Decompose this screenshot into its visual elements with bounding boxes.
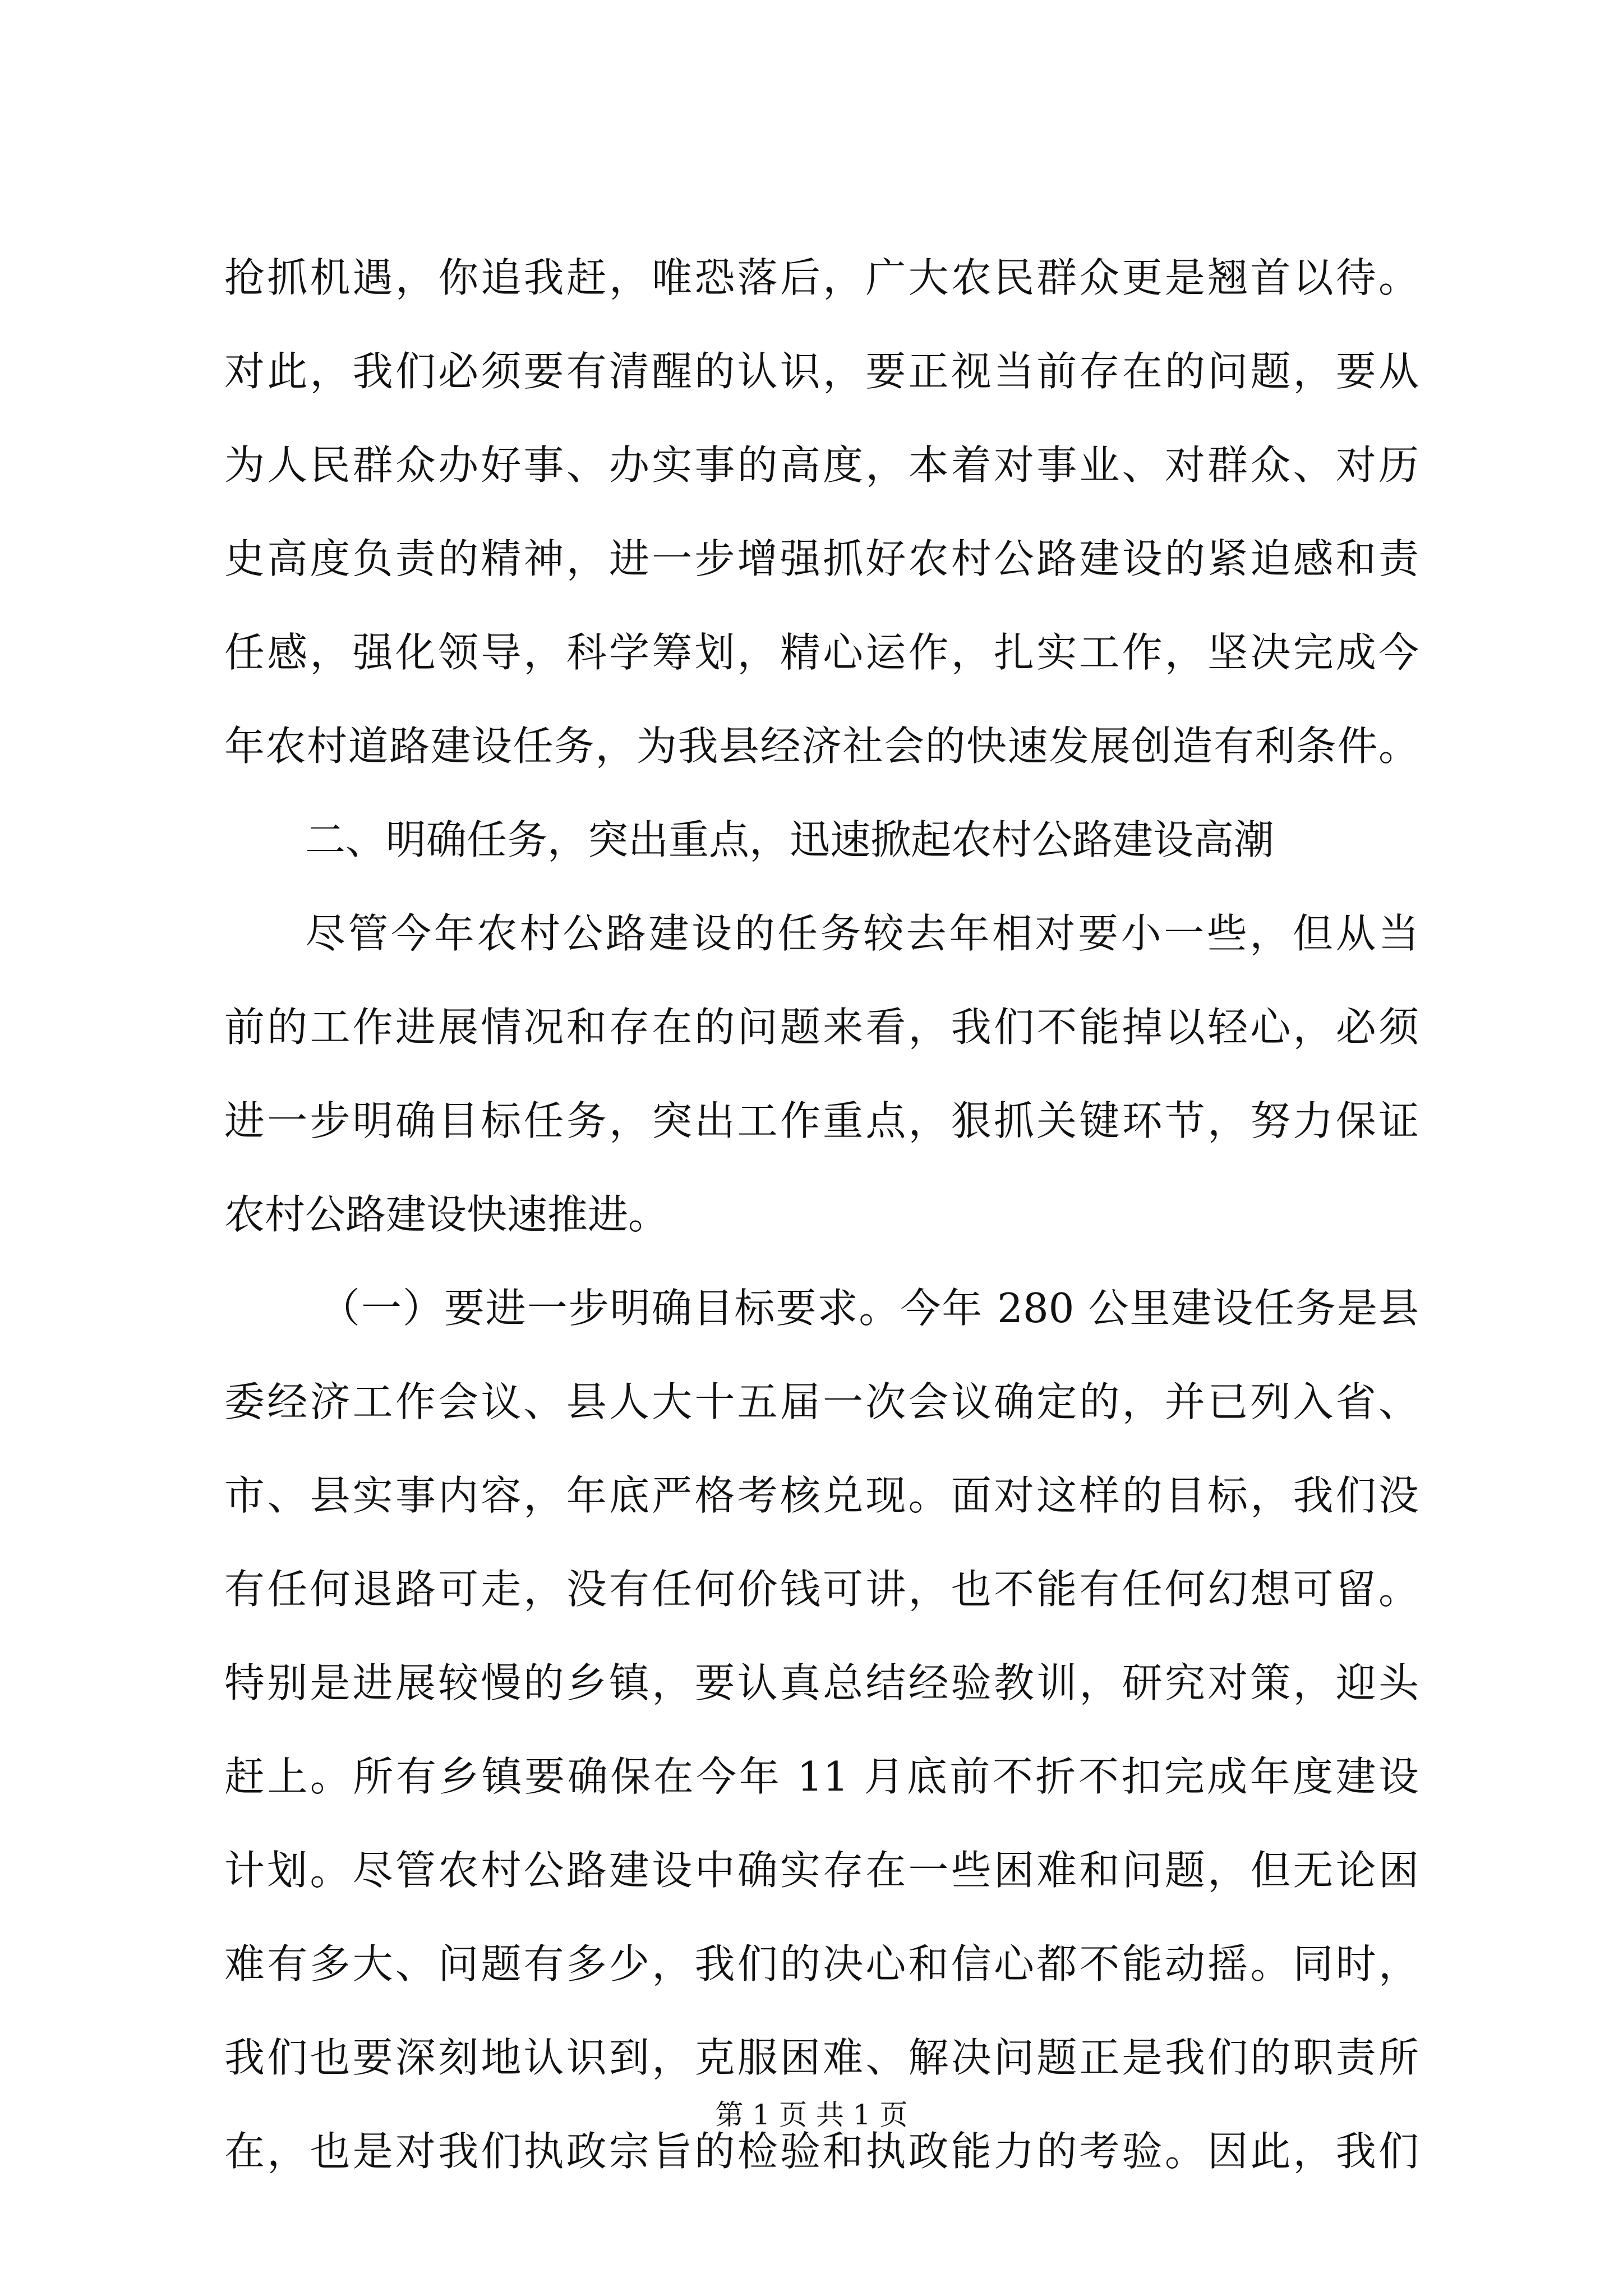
text-line: 计划。尽管农村公路建设中确实存在一些困难和问题，但无论困 <box>224 1847 1419 1894</box>
text-line: 农村公路建设快速推进。 <box>224 1191 669 1238</box>
text-line: 赶上。所有乡镇要确保在今年 11 月底前不折不扣完成年度建设 <box>224 1753 1419 1800</box>
text-line: 市、县实事内容，年底严格考核兑现。面对这样的目标，我们没 <box>224 1472 1419 1519</box>
text-line: 对此，我们必须要有清醒的认识，要正视当前存在的问题，要从 <box>224 348 1419 395</box>
text-line: 特别是进展较慢的乡镇，要认真总结经验教训，研究对策，迎头 <box>224 1659 1419 1706</box>
page-footer: 第 1 页 共 1 页 <box>715 2099 908 2131</box>
subsection-heading-line: （一）要进一步明确目标要求。今年 280 公里建设任务是县 <box>320 1285 1419 1332</box>
text-line: 在，也是对我们执政宗旨的检验和执政能力的考验。因此，我们 <box>224 2128 1419 2175</box>
document-body <box>224 231 1419 2198</box>
text-line: 任感，强化领导，科学筹划，精心运作，扎实工作，坚决完成今 <box>224 629 1419 676</box>
section-heading: 二、明确任务，突出重点，迅速掀起农村公路建设高潮 <box>305 816 1275 863</box>
text-line: 我们也要深刻地认识到，克服困难、解决问题正是我们的职责所 <box>224 2034 1419 2081</box>
text-line: 有任何退路可走，没有任何价钱可讲，也不能有任何幻想可留。 <box>224 1566 1419 1613</box>
text-line: 前的工作进展情况和存在的问题来看，我们不能掉以轻心，必须 <box>224 1004 1419 1051</box>
text-line: 委经济工作会议、县人大十五届一次会议确定的，并已列入省、 <box>224 1378 1419 1425</box>
text-line: 为人民群众办好事、办实事的高度，本着对事业、对群众、对历 <box>224 441 1419 489</box>
text-line: 抢抓机遇，你追我赶，唯恐落后，广大农民群众更是翘首以待。 <box>224 254 1419 301</box>
text-line: 难有多大、问题有多少，我们的决心和信心都不能动摇。同时， <box>224 1940 1419 1987</box>
text-line: 尽管今年农村公路建设的任务较去年相对要小一些，但从当 <box>305 910 1419 957</box>
text-line: 进一步明确目标任务，突出工作重点，狠抓关键环节，努力保证 <box>224 1097 1419 1144</box>
text-line: 史高度负责的精神，进一步增强抓好农村公路建设的紧迫感和责 <box>224 535 1419 582</box>
text-line: 年农村道路建设任务，为我县经济社会的快速发展创造有利条件。 <box>224 723 1419 770</box>
